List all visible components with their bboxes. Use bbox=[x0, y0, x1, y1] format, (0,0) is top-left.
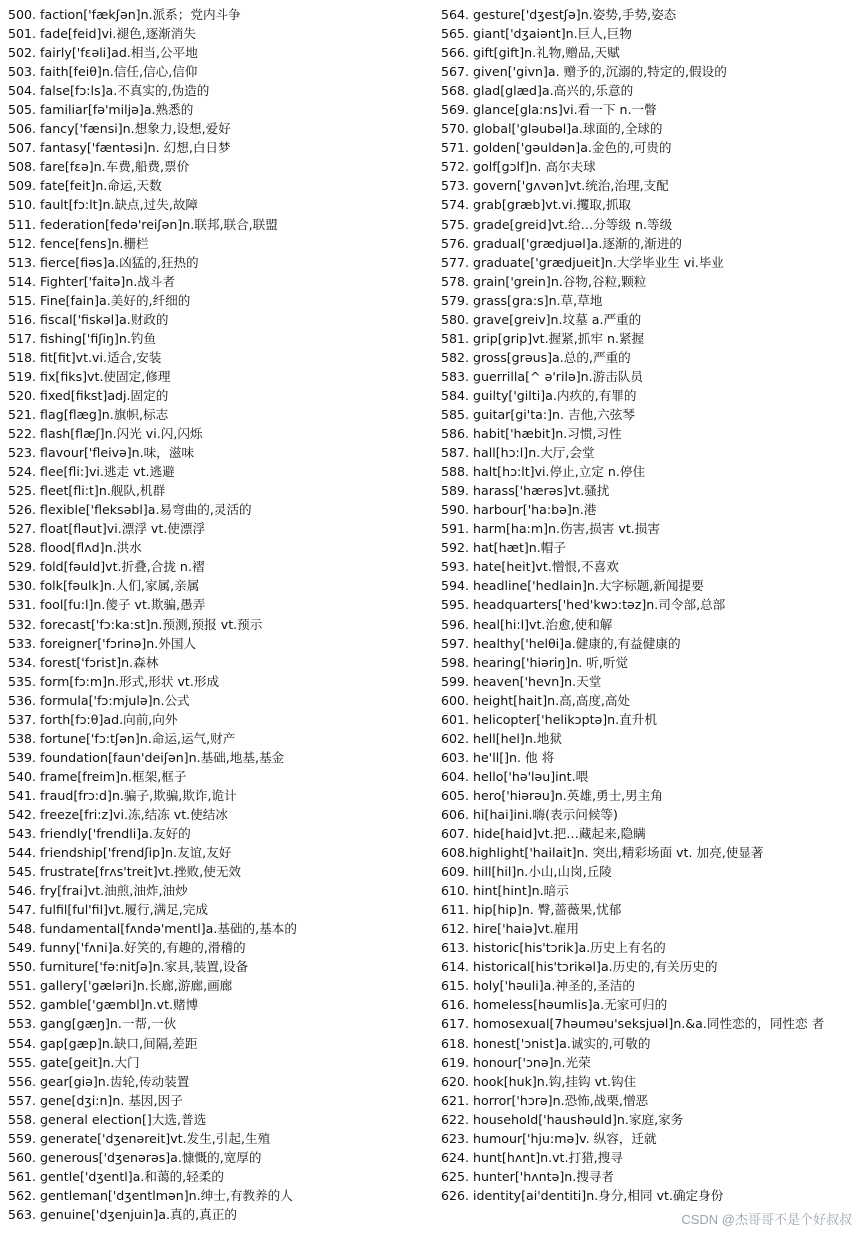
vocab-entry: 509. fate[feit]n.命运,天数 bbox=[8, 178, 162, 194]
vocab-entry: 625. hunter['hʌntə]n.搜寻者 bbox=[441, 1168, 615, 1184]
vocab-entry: 588. halt[hɔ:lt]vi.停止,立定 n.停住 bbox=[441, 464, 646, 480]
vocab-entry: 582. gross[grəus]a.总的,严重的 bbox=[441, 349, 631, 365]
vocab-entry: 546. fry[frai]vt.油煎,油炸,油炒 bbox=[8, 883, 188, 899]
vocab-entry: 501. fade[feid]vi.褪色,逐渐消失 bbox=[8, 26, 196, 42]
vocab-entry: 584. guilty['gilti]a.内疚的,有罪的 bbox=[441, 387, 637, 403]
vocab-entry: 570. global['gləubəl]a.球面的,全球的 bbox=[441, 121, 663, 137]
vocab-entry: 560. generous['dʒenərəs]a.慷慨的,宽厚的 bbox=[8, 1149, 262, 1165]
vocab-entry: 589. harass['hærəs]vt.骚扰 bbox=[441, 483, 610, 499]
vocab-entry: 598. hearing['hiəriŋ]n. 听,听觉 bbox=[441, 654, 629, 670]
vocab-entry: 610. hint[hint]n.暗示 bbox=[441, 883, 569, 899]
vocab-entry: 580. grave[greiv]n.坟墓 a.严重的 bbox=[441, 311, 642, 327]
vocab-entry: 618. honest['ɔnist]a.诚实的,可敬的 bbox=[441, 1035, 651, 1051]
vocab-entry: 507. fantasy['fæntəsi]n. 幻想,白日梦 bbox=[8, 140, 231, 156]
vocab-entry: 566. gift[gift]n.礼物,赠品,天赋 bbox=[441, 45, 620, 61]
vocab-entry: 562. gentleman['dʒentlmən]n.绅士,有教养的人 bbox=[8, 1187, 293, 1203]
vocab-entry: 603. he'll[]n. 他 将 bbox=[441, 749, 555, 765]
vocab-entry: 622. household['haushəuld]n.家庭,家务 bbox=[441, 1111, 684, 1127]
vocab-entry: 609. hill[hil]n.小山,山岗,丘陵 bbox=[441, 864, 612, 880]
vocab-entry: 519. fix[fiks]vt.使固定,修理 bbox=[8, 368, 171, 384]
vocab-entry: 541. fraud[frɔ:d]n.骗子,欺骗,欺诈,诡计 bbox=[8, 787, 237, 803]
vocab-entry: 600. height[hait]n.高,高度,高处 bbox=[441, 692, 631, 708]
vocab-entry: 525. fleet[fli:t]n.舰队,机群 bbox=[8, 483, 166, 499]
vocab-entry: 602. hell[hel]n.地狱 bbox=[441, 730, 562, 746]
vocab-entry: 621. horror['hɔrə]n.恐怖,战栗,憎恶 bbox=[441, 1092, 649, 1108]
vocab-entry: 535. form[fɔ:m]n.形式,形状 vt.形成 bbox=[8, 673, 220, 689]
vocab-entry: 601. helicopter['helikɔptə]n.直升机 bbox=[441, 711, 657, 727]
vocab-entry: 556. gear[giə]n.齿轮,传动装置 bbox=[8, 1073, 190, 1089]
vocab-entry: 558. general election[]大选,普选 bbox=[8, 1111, 207, 1127]
vocab-entry: 539. foundation[faun'deiʃən]n.基础,地基,基金 bbox=[8, 749, 285, 765]
vocab-entry: 574. grab[græb]vt.vi.攫取,抓取 bbox=[441, 197, 632, 213]
vocab-entry: 553. gang[gæŋ]n.一帮,一伙 bbox=[8, 1016, 177, 1032]
vocab-entry: 512. fence[fens]n.栅栏 bbox=[8, 235, 149, 251]
vocab-entry: 571. golden['gəuldən]a.金色的,可贵的 bbox=[441, 140, 672, 156]
vocab-entry: 557. gene[dʒi:n]n. 基因,因子 bbox=[8, 1092, 183, 1108]
vocab-entry: 581. grip[grip]vt.握紧,抓牢 n.紧握 bbox=[441, 330, 645, 346]
vocab-entry: 616. homeless[həumlis]a.无家可归的 bbox=[441, 997, 668, 1013]
vocab-entry: 515. Fine[fain]a.美好的,纤细的 bbox=[8, 292, 191, 308]
vocab-entry: 523. flavour['fleivə]n.味，滋味 bbox=[8, 445, 195, 461]
vocab-column-right bbox=[441, 5, 851, 1205]
vocab-entry: 578. grain['grein]n.谷物,谷粒,颗粒 bbox=[441, 273, 647, 289]
vocab-entry: 594. headline['hedlain]n.大字标题,新闻提要 bbox=[441, 578, 704, 594]
vocab-entry: 561. gentle['dʒentl]a.和蔼的,轻柔的 bbox=[8, 1168, 224, 1184]
vocab-entry: 521. flag[flæg]n.旗帜,标志 bbox=[8, 406, 169, 422]
vocab-entry: 517. fishing['fiʃiŋ]n.钓鱼 bbox=[8, 330, 157, 346]
vocab-entry: 548. fundamental[fʌndə'mentl]a.基础的,基本的 bbox=[8, 921, 297, 937]
vocab-entry: 587. hall[hɔ:l]n.大厅,会堂 bbox=[441, 445, 595, 461]
vocab-entry: 608.highlight['hailait]n. 突出,精彩场面 vt. 加亮,使显著 bbox=[441, 845, 764, 861]
vocab-entry: 572. golf[gɔlf]n. 高尔夫球 bbox=[441, 159, 596, 175]
vocab-entry: 614. historical[his'tɔrikəl]a.历史的,有关历史的 bbox=[441, 959, 718, 975]
csdn-watermark: CSDN @杰哥哥不是个好叔叔 bbox=[681, 1212, 852, 1227]
vocab-entry: 555. gate[geit]n.大门 bbox=[8, 1054, 140, 1070]
vocab-entry: 552. gamble['gæmbl]n.vt.赌博 bbox=[8, 997, 199, 1013]
vocab-entry: 617. homosexual[7həuməu'seksjuəl]n.&a.同性恋的，同性恋 者 bbox=[441, 1016, 825, 1032]
vocab-entry: 575. grade[greid]vt.给…分等级 n.等级 bbox=[441, 216, 673, 232]
vocab-entry: 564. gesture['dʒestʃə]n.姿势,手势,姿态 bbox=[441, 7, 677, 22]
vocab-entry: 551. gallery['gæləri]n.长廊,游廊,画廊 bbox=[8, 978, 233, 994]
vocab-entry: 518. fit[fit]vt.vi.适合,安装 bbox=[8, 349, 162, 365]
vocab-entry: 595. headquarters['hed'kwɔ:təz]n.司令部,总部 bbox=[441, 597, 726, 613]
vocab-entry: 577. graduate['grædjueit]n.大学毕业生 vi.毕业 bbox=[441, 254, 724, 270]
vocab-entry: 596. heal[hi:l]vt.治愈,使和解 bbox=[441, 616, 613, 632]
vocab-entry: 565. giant['dʒaiənt]n.巨人,巨物 bbox=[441, 26, 632, 42]
vocab-entry: 534. forest['fɔrist]n.森林 bbox=[8, 654, 159, 670]
vocab-entry: 527. float[fləut]vi.漂浮 vt.使漂浮 bbox=[8, 521, 206, 537]
vocab-entry: 605. hero['hiərəu]n.英雄,勇士,男主角 bbox=[441, 787, 663, 803]
vocab-entry: 619. honour['ɔnə]n.光荣 bbox=[441, 1054, 591, 1070]
vocab-entry: 513. fierce[fiəs]a.凶猛的,狂热的 bbox=[8, 254, 199, 270]
vocab-entry: 626. identity[ai'dentiti]n.身分,相同 vt.确定身份 bbox=[441, 1187, 724, 1203]
vocab-entry: 606. hi[hai]ini.嗨(表示问候等) bbox=[441, 806, 618, 822]
vocab-entry: 524. flee[fli:]vi.逃走 vt.逃避 bbox=[8, 464, 175, 480]
vocab-entry: 533. foreigner['fɔrinə]n.外国人 bbox=[8, 635, 197, 651]
vocab-entry: 607. hide[haid]vt.把…藏起来,隐瞒 bbox=[441, 826, 646, 842]
vocab-entry: 591. harm[ha:m]n.伤害,损害 vt.损害 bbox=[441, 521, 660, 537]
vocab-entry: 530. folk[fəulk]n.人们,家属,亲属 bbox=[8, 578, 200, 594]
vocab-entry: 522. flash[flæʃ]n.闪光 vi.闪,闪烁 bbox=[8, 426, 203, 442]
vocab-entry: 528. flood[flʌd]n.洪水 bbox=[8, 540, 142, 556]
vocab-entry: 505. familiar[fə'miljə]a.熟悉的 bbox=[8, 102, 194, 118]
vocab-entry: 503. faith[feiθ]n.信任,信心,信仰 bbox=[8, 64, 198, 80]
vocab-entry: 543. friendly['frendli]a.友好的 bbox=[8, 826, 191, 842]
vocab-entry: 590. harbour['ha:bə]n.港 bbox=[441, 502, 597, 518]
vocab-entry: 520. fixed[fikst]adj.固定的 bbox=[8, 387, 169, 403]
vocab-entry: 544. friendship['frendʃip]n.友谊,友好 bbox=[8, 845, 232, 861]
vocab-entry: 508. fare[fɛə]n.车费,船费,票价 bbox=[8, 159, 190, 175]
vocab-entry: 537. forth[fɔ:θ]ad.向前,向外 bbox=[8, 711, 178, 727]
vocab-entry: 554. gap[gæp]n.缺口,间隔,差距 bbox=[8, 1035, 198, 1051]
vocab-entry: 504. false[fɔ:ls]a.不真实的,伪造的 bbox=[8, 83, 210, 99]
vocab-entry: 547. fulfil[ful'fil]vt.履行,满足,完成 bbox=[8, 902, 208, 918]
vocab-entry: 549. funny['fʌni]a.好笑的,有趣的,滑稽的 bbox=[8, 940, 246, 956]
vocab-entry: 585. guitar[gi'ta:]n. 吉他,六弦琴 bbox=[441, 406, 635, 422]
vocab-column-left bbox=[8, 5, 428, 1224]
vocab-entry: 526. flexible['fleksəbl]a.易弯曲的,灵活的 bbox=[8, 502, 252, 518]
vocab-entry: 510. fault[fɔ:lt]n.缺点,过失,故障 bbox=[8, 197, 199, 213]
vocab-entry: 506. fancy['fænsi]n.想象力,设想,爱好 bbox=[8, 121, 231, 137]
vocab-entry: 624. hunt[hʌnt]n.vt.打猎,搜寻 bbox=[441, 1149, 623, 1165]
vocab-entry: 529. fold[fəuld]vt.折叠,合拢 n.褶 bbox=[8, 559, 205, 575]
vocab-entry: 611. hip[hip]n. 臀,蔷薇果,忧郁 bbox=[441, 902, 622, 918]
vocab-entry: 514. Fighter['faitə]n.战斗者 bbox=[8, 273, 176, 289]
vocab-entry: 545. frustrate[frʌs'treit]vt.挫败,使无效 bbox=[8, 864, 242, 880]
vocab-entry: 612. hire['haiə]vt.雇用 bbox=[441, 921, 579, 937]
vocab-entry: 620. hook[huk]n.钩,挂钩 vt.钩住 bbox=[441, 1073, 637, 1089]
vocab-entry: 599. heaven['hevn]n.天堂 bbox=[441, 673, 602, 689]
vocab-entry: 536. formula['fɔ:mjulə]n.公式 bbox=[8, 692, 190, 708]
vocab-entry: 573. govern['gʌvən]vt.统治,治理,支配 bbox=[441, 178, 669, 194]
vocab-entry: 623. humour['hju:mə]v. 纵容，迁就 bbox=[441, 1130, 657, 1146]
vocab-entry: 516. fiscal['fiskəl]a.财政的 bbox=[8, 311, 169, 327]
vocab-entry: 502. fairly['fɛəli]ad.相当,公平地 bbox=[8, 45, 198, 61]
vocab-entry: 586. habit['hæbit]n.习惯,习性 bbox=[441, 426, 622, 442]
vocab-entry: 592. hat[hæt]n.帽子 bbox=[441, 540, 566, 556]
vocab-entry: 613. historic[his'tɔrik]a.历史上有名的 bbox=[441, 940, 666, 956]
vocab-entry: 615. holy['həuli]a.神圣的,圣洁的 bbox=[441, 978, 635, 994]
vocab-entry: 532. forecast['fɔ:ka:st]n.预测,预报 vt.预示 bbox=[8, 616, 263, 632]
vocab-entry: 563. genuine['dʒenjuin]a.真的,真正的 bbox=[8, 1206, 237, 1222]
vocab-entry: 550. furniture['fə:nitʃə]n.家具,装置,设备 bbox=[8, 959, 249, 975]
vocab-entry: 559. generate['dʒenəreit]vt.发生,引起,生殖 bbox=[8, 1130, 271, 1146]
vocab-entry: 597. healthy['helθi]a.健康的,有益健康的 bbox=[441, 635, 681, 651]
vocab-entry: 531. fool[fu:l]n.傻子 vt.欺骗,愚弄 bbox=[8, 597, 206, 613]
vocab-entry: 579. grass[gra:s]n.草,草地 bbox=[441, 292, 603, 308]
vocab-entry: 500. faction['fækʃən]n.派系；党内斗争 bbox=[8, 7, 241, 22]
vocab-entry: 568. glad[glæd]a.高兴的,乐意的 bbox=[441, 83, 634, 99]
vocab-entry: 542. freeze[fri:z]vi.冻,结冻 vt.使结冰 bbox=[8, 806, 228, 822]
vocab-entry: 538. fortune['fɔ:tʃən]n.命运,运气,财产 bbox=[8, 730, 236, 746]
vocab-entry: 511. federation[fedə'reiʃən]n.联邦,联合,联盟 bbox=[8, 216, 278, 232]
vocab-entry: 604. hello['hə'ləu]int.喂 bbox=[441, 768, 589, 784]
vocab-entry: 576. gradual['grædjuəl]a.逐渐的,渐进的 bbox=[441, 235, 682, 251]
vocab-entry: 567. given['givn]a. 赠予的,沉溺的,特定的,假设的 bbox=[441, 64, 727, 80]
vocab-entry: 540. frame[freim]n.框架,框子 bbox=[8, 768, 187, 784]
vocab-entry: 593. hate[heit]vt.憎恨,不喜欢 bbox=[441, 559, 619, 575]
vocab-entry: 583. guerrilla[^ ə'rilə]n.游击队员 bbox=[441, 368, 643, 384]
vocab-entry: 569. glance[gla:ns]vi.看一下 n.一瞥 bbox=[441, 102, 657, 118]
